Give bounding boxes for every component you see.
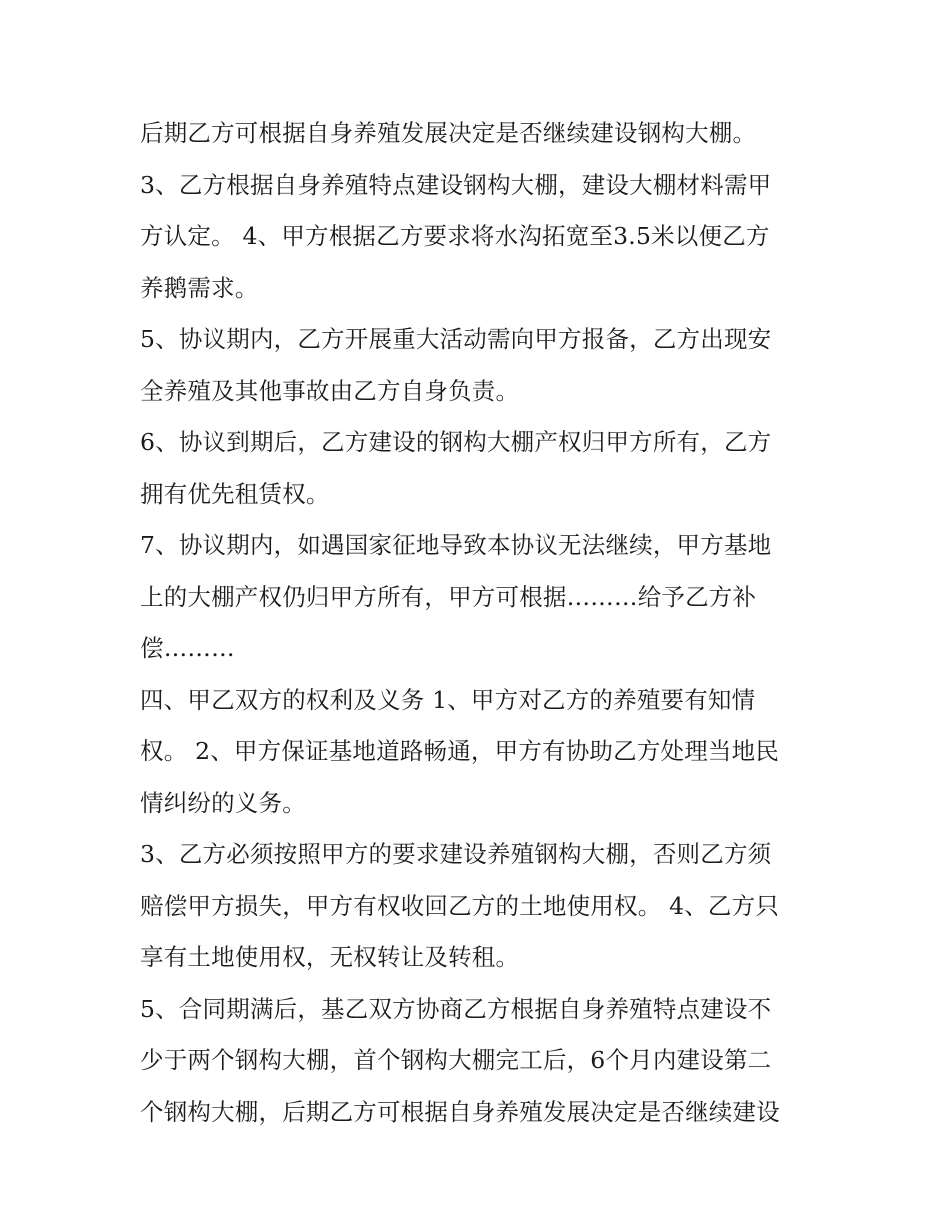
text-line: 5、合同期满后，基乙双方协商乙方根据自身养殖特点建设不 — [140, 994, 772, 1023]
text-line: 3、乙方根据自身养殖特点建设钢构大棚，建设大棚材料需甲 — [140, 170, 772, 199]
document-body — [140, 108, 820, 1138]
text-line: 5、协议期内，乙方开展重大活动需向甲方报备，乙方出现安 — [140, 325, 772, 353]
text-line: 3、乙方必须按照甲方的要求建设养殖钢构大棚，否则乙方须 — [140, 840, 772, 868]
text-line: 个钢构大棚，后期乙方可根据自身养殖发展决定是否继续建设 — [140, 1097, 780, 1126]
text-line: 方认定。 4、甲方根据乙方要求将水沟拓宽至3.5米以便乙方 — [140, 222, 770, 250]
text-line: 少于两个钢构大棚，首个钢构大棚完工后，6个月内建设第二 — [140, 1046, 772, 1074]
text-line: 6、协议到期后，乙方建设的钢构大棚产权归甲方所有，乙方 — [140, 428, 772, 456]
text-line: 拥有优先租赁权。 — [140, 479, 330, 508]
text-line: 权。 2、甲方保证基地道路畅通，甲方有协助乙方处理当地民 — [140, 737, 780, 765]
text-line: 7、协议期内，如遇国家征地导致本协议无法继续，甲方基地 — [140, 531, 772, 559]
text-line: 享有土地使用权，无权转让及转租。 — [140, 943, 520, 971]
text-line: 上的大棚产权仍归甲方所有，甲方可根据………给予乙方补 — [140, 582, 757, 611]
text-line: 全养殖及其他事故由乙方自身负责。 — [140, 376, 520, 405]
text-line: 四、甲乙双方的权利及义务 1、甲方对乙方的养殖要有知情 — [140, 685, 756, 714]
text-line: 养鹅需求。 — [140, 273, 259, 302]
text-line: 偿……… — [140, 634, 235, 662]
text-line: 情纠纷的义务。 — [140, 788, 306, 817]
text-line: 赔偿甲方损失，甲方有权收回乙方的土地使用权。 4、乙方只 — [140, 891, 780, 920]
text-line: 后期乙方可根据自身养殖发展决定是否继续建设钢构大棚。 — [140, 119, 757, 147]
